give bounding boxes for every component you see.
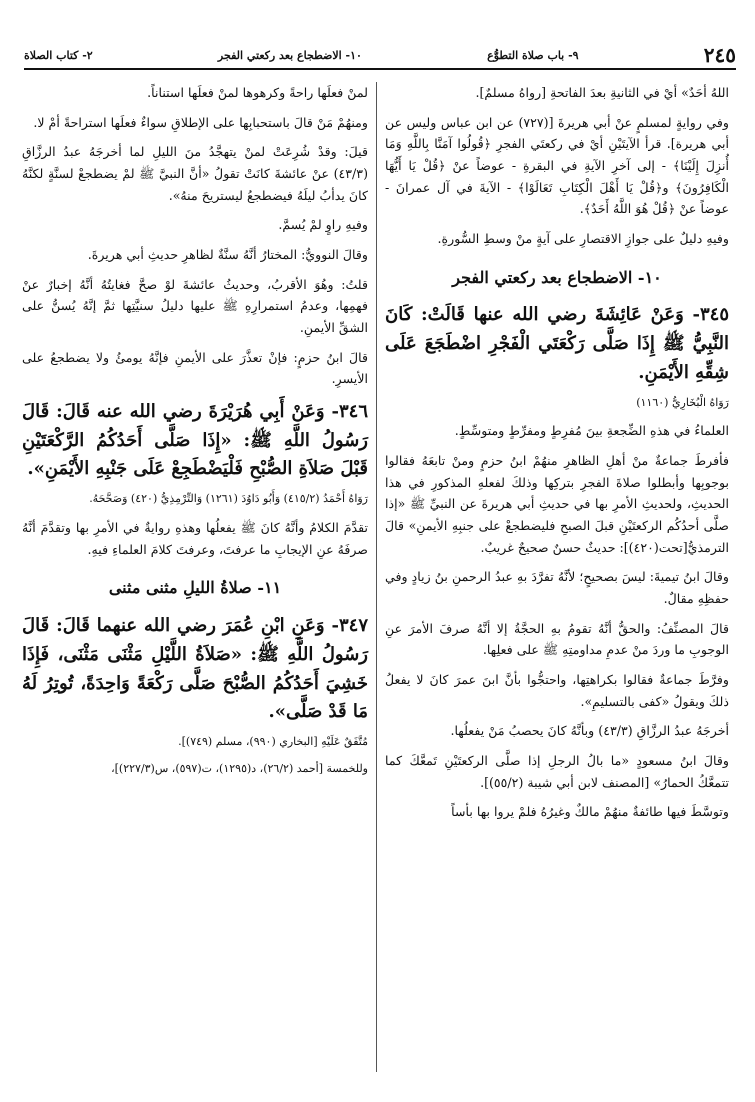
paragraph: قالَ المصنِّفُ: والحقُّ أنَّهُ تقومُ بهِ الحجَّةُ إلا أنَّهُ صرفَ الأمرَ عنِ الوجوبِ ما وردَ منْ عدمِ مداومتِهِ ﷺ على فعلِها. (385, 620, 729, 658)
paragraph: أخرجَهُ عبدُ الرزَّاقِ (٤٣/٣) وبأنَّهُ كانَ يحصبُ مَنْ يفعلُها. (450, 723, 729, 739)
paragraph: وفي روايةٍ لمسلمٍ عنْ أبي هريرةَ [(٧٢٧) عن ابن عباس وليس عن أبي هريرة]. قرأ الآيتَيْنِ أيْ في ركعتَي الفجرِ ﴿قُولُوا آمَنَّا بِاللَّهِ وَمَا أُنزِلَ إِلَيْنَا﴾ - إلى آخرِ الآيةِ في البقرةِ - عوضاً عنْ ﴿قُلْ يَا أَيُّهَا الْكَافِرُونَ﴾ و﴿قُلْ يَا أَهْلَ الْكِتَابِ تَعَالَوْا﴾ - الآيةَ في آل عمرانَ - عوضاً عنْ ﴿قُلْ هُوَ اللَّهُ أَحَدٌ﴾. (385, 114, 729, 217)
paragraph: لمنْ فعلَها راحةً وكرهوها لمنْ فعلَها استناناً. (147, 85, 368, 100)
hadith-source: رَوَاهُ أَحْمَدُ (٤١٥/٢) وَأَبُو دَاوُدَ (١٢٦١) وَالتِّرْمِذِيُّ (٤٢٠) وَصَحَّحَهُ. (89, 492, 368, 506)
header-chapter-middle: ١٠- الاضطجاع بعد ركعتي الفجر (217, 48, 362, 62)
paragraph: قيلَ: وقدْ شُرِعَتْ لمنْ يتهجَّدُ منَ الليلِ لما أخرجَهُ عبدُ الرزَّاقِ (٤٣/٣) عنْ عائشةَ كانَتْ تقولُ «أنَّ النبيَّ ﷺ لمْ يضطجعْ لسنَّةٍ لكنَّهُ كانَ يدأبُ ليلَهُ فيضطجعُ ليستريحَ منهُ». (22, 144, 368, 203)
header-chapter-right: ٩- باب صلاة التطوُّع (487, 48, 579, 62)
paragraph: وفرَّطَ جماعةٌ فقالوا بكراهتِها، واحتجُّوا بأنَّ ابنَ عمرَ كانَ لا يفعلُ ذلكَ ويقولُ «كفى بالتسليمِ». (385, 671, 729, 709)
paragraph: اللهُ أحَدٌ» أيْ في الثانيةِ بعدَ الفاتحةِ [رواهُ مسلمٌ]. (475, 85, 729, 100)
paragraph: وفيهِ دليلٌ على جوازِ الاقتصارِ على آيةٍ منْ وسطِ السُّورةِ. (437, 230, 729, 246)
paragraph: قالَ ابنُ حزمٍ: فإنْ تعذَّرَ على الأيمنِ فإنَّهُ يومئُ ولا يضطجعُ على الأيسرِ. (22, 349, 368, 387)
paragraph: فأفرطَ جماعةٌ منْ أهلِ الظاهرِ منهُمْ ابنُ حزمٍ ومنْ تابعَهُ فقالوا بوجوبِها وأبطلوا صلاةَ الفجرِ بتركِها وذلكَ لفعلهِ المذكورِ في هذا الحديثِ، ولحديثِ الأمرِ بها في حديثِ أبي هريرةَ عن النبيِّ ﷺ «إذا صلَّى أحدُكُم الركعتَيْنِ قبلَ الصبحِ فليضطجعْ على جنبِهِ الأيمنِ» قالَ الترمذيُّ[تحت(٤٢٠)]: حديثٌ حسنٌ صحيحٌ غريبٌ. (385, 453, 729, 555)
hadith-text: ٣٤٥- وَعَنْ عَائِشَةَ رضي الله عنها قَالَتْ: كَانَ النَّبِيُّ ﷺ إِذَا صَلَّى رَكْعَتَي الْفَجْرِ اضْطَجَعَ عَلَى شِقِّهِ الأَيْمَنِ. (385, 304, 729, 383)
hadith-source: رَوَاهُ الْبُخَارِيُّ (١١٦٠) (636, 395, 729, 409)
paragraph: العلماءُ في هذهِ الضِّجعةِ بينَ مُفرِطٍ ومفرِّطٍ ومتوسِّطٍ. (454, 423, 729, 439)
left-column (22, 82, 368, 787)
hadith-text: ٣٤٦- وَعَنْ أَبِي هُرَيْرَةَ رضي الله عنه قَالَ: قَالَ رَسُولُ اللَّهِ ﷺ: «إِذَا صَلَّى أَحَدُكُمُ الرَّكْعَتَيْنِ قَبْلَ صَلاَةِ الصُّبْحِ فَلْيَضْطَجِعْ عَلَى جَنْبِهِ الأَيْمَنِ». (22, 400, 368, 480)
section-heading: ١١- صلاةُ الليلِ مثنى مثنى (108, 578, 282, 598)
paragraph: وقالَ ابنُ مسعودٍ «ما بالُ الرجلِ إذا صلَّى الركعتَيْنِ تَمعَّكَ كما تتمعَّكُ الحمارُ» [المصنف لابن أبي شيبة (٥٥/٢)]. (385, 752, 729, 790)
paragraph: قلتُ: وهُوَ الأقربُ، وحديثُ عائشةَ لوْ صحَّ فغايتُهُ أنَّهُ إخبارٌ عنْ فهمِها، وعدمُ استمرارِهِ ﷺ عليها دليلُ سنيَّتِها ثمَّ إنَّهُ يُسنُّ على الشقِّ الأيمنِ. (22, 276, 368, 335)
hadith-source: وللخمسة [أحمد (٢٦/٢)، د(١٢٩٥)، ت(٥٩٧)، س(٢٢٧/٣)]، (111, 762, 368, 776)
running-header (24, 42, 736, 70)
paragraph: تقدَّمَ الكلامُ وأنَّهُ كانَ ﷺ يفعلُها وهذهِ روايةٌ في الأمرِ بها وتقدَّمَ أنَّهُ صرفَهُ عنِ الإيجابِ ما عرفتَ، وعرفتَ كلامَ العلماءِ فيهِ. (22, 520, 368, 557)
column-divider (376, 82, 377, 1072)
paragraph: وفيهِ راوٍ لمْ يُسمَّ. (278, 217, 368, 233)
right-column (385, 82, 729, 831)
page-number: ٢٤٥ (703, 43, 736, 67)
paragraph: ومنهُمْ مَنْ قالَ باستحبابِها على الإطلاقِ سواءٌ فعلَها استراحةً أمْ لا. (33, 114, 368, 130)
paragraph: وتوسَّطَ فيها طائفةٌ منهُمْ مالكٌ وغيرُهُ فلمْ يروا بها بأساً (451, 804, 729, 820)
section-heading: ١٠- الاضطجاع بعد ركعتي الفجر (452, 267, 662, 287)
paragraph: وقالَ النوويُّ: المختارُ أنَّهُ سنَّةٌ لظاهرِ حديثِ أبي هريرةَ. (87, 246, 368, 262)
paragraph: وقالَ ابنُ تيميةَ: ليسَ بصحيحٍ؛ لأنَّهُ تفرَّدَ بهِ عبدُ الرحمنِ بنُ زيادٍ وفي حفظِهِ مقالٌ. (385, 569, 729, 606)
hadith-text: ٣٤٧- وَعَنِ ابْنِ عُمَرَ رضي الله عنهما قَالَ: قَالَ رَسُولُ اللَّهِ ﷺ: «صَلاَةُ اللَّيْلِ مَثْنَى مَثْنَى، فَإِذَا خَشِيَ أَحَدُكُمُ الصُّبْحَ صَلَّى رَكْعَةً وَاحِدَةً، تُوتِرُ لَهُ مَا قَدْ صَلَّى». (22, 615, 368, 723)
header-chapter-left: ٢- كتاب الصلاة (24, 48, 93, 62)
hadith-source: مُتَّفَقٌ عَلَيْهِ [البخاري (٩٩٠)، مسلم (٧٤٩)]. (178, 735, 368, 749)
